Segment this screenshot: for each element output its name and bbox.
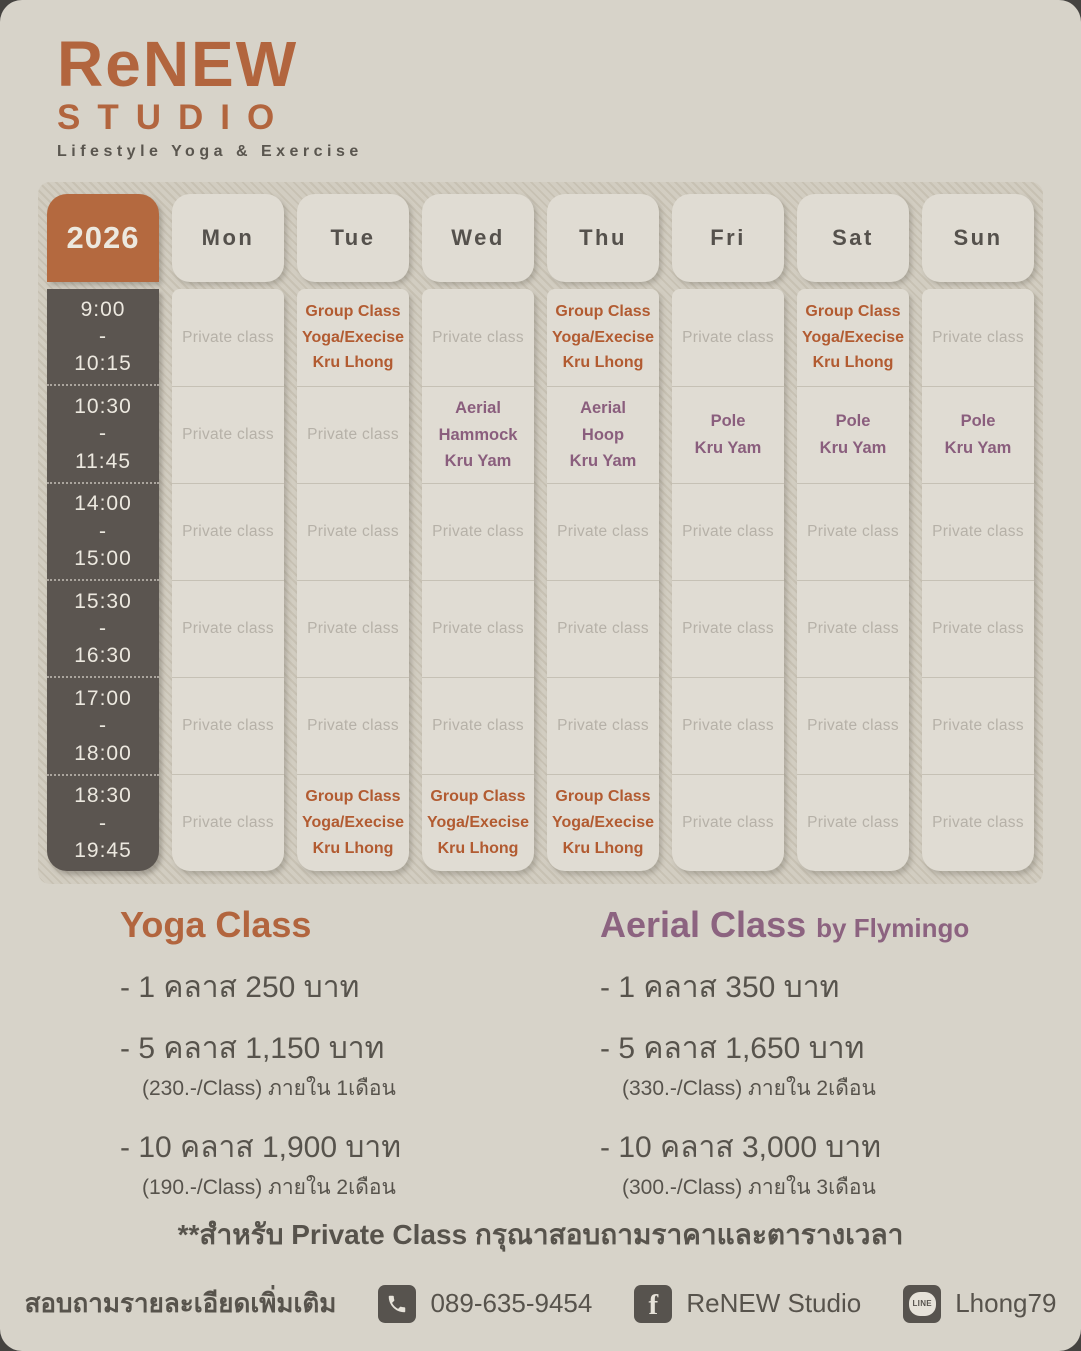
logo-tagline: Lifestyle Yoga & Exercise — [57, 143, 363, 160]
yoga-price-note-2: (190.-/Class) ภายใน 2เดือน — [142, 1175, 396, 1199]
class-cell-tue-1: Private class — [297, 386, 409, 483]
class-cell-tue-4: Private class — [297, 677, 409, 774]
line-icon: LINE — [903, 1285, 941, 1323]
yoga-price-list — [120, 945, 540, 1204]
day-column-sun — [922, 194, 1034, 872]
class-cell-sat-2: Private class — [797, 483, 909, 580]
class-cell-mon-0: Private class — [182, 328, 274, 346]
class-cell-thu-3: Private class — [547, 580, 659, 677]
class-cell-sat-5: Private class — [797, 774, 909, 871]
class-cell-mon-2: Private class — [172, 483, 284, 580]
yoga-price-item-1: - 5 คลาส 1,150 บาท — [120, 1031, 385, 1065]
class-cell-mon-3: Private class — [172, 580, 284, 677]
time-slot-3: 15:30 - 16:30 — [47, 579, 159, 676]
class-cell-tue-2: Private class — [297, 483, 409, 580]
yoga-price-item-2: - 10 คลาส 1,900 บาท — [120, 1130, 402, 1164]
day-body-sat — [797, 289, 909, 871]
time-column — [47, 194, 159, 872]
time-slot-2: 14:00 - 15:00 — [47, 482, 159, 579]
pricing-section — [0, 905, 1081, 1204]
class-cell-tue-5: Group Class Yoga/Execise Kru Lhong — [297, 774, 409, 871]
class-cell-wed-3: Private class — [422, 580, 534, 677]
yoga-pricing-title: Yoga Class — [120, 904, 312, 945]
aerial-title-suffix: by Flymingo — [816, 913, 970, 943]
class-cell-sat-4: Private class — [797, 677, 909, 774]
class-cell-sat-3: Private class — [797, 580, 909, 677]
aerial-price-item-2: - 10 คลาส 3,000 บาท — [600, 1130, 882, 1164]
day-column-thu — [547, 194, 659, 872]
yoga-pricing — [120, 905, 540, 1204]
logo — [57, 28, 363, 161]
facebook-icon: f — [634, 1285, 672, 1323]
aerial-price-note-1: (330.-/Class) ภายใน 2เดือน — [622, 1076, 876, 1100]
class-cell-mon-4: Private class — [172, 677, 284, 774]
class-cell-sun-0: Private class — [932, 328, 1024, 346]
time-slot-4: 17:00 - 18:00 — [47, 676, 159, 773]
class-cell-mon-1: Private class — [172, 386, 284, 483]
aerial-pricing — [600, 905, 1040, 1204]
class-cell-sat-1: Pole Kru Yam — [797, 386, 909, 483]
class-cell-thu-0: Group Class Yoga/Execise Kru Lhong — [552, 302, 654, 372]
class-cell-fri-4: Private class — [672, 677, 784, 774]
day-body-fri — [672, 289, 784, 871]
day-column-wed — [422, 194, 534, 872]
class-cell-tue-3: Private class — [297, 580, 409, 677]
facebook-contact — [634, 1285, 861, 1323]
class-cell-thu-2: Private class — [547, 483, 659, 580]
logo-subtitle: STUDIO — [57, 98, 292, 137]
yoga-price-item-0: - 1 คลาส 250 บาท — [120, 970, 360, 1004]
day-column-tue — [297, 194, 409, 872]
day-header-tue: Tue — [297, 194, 409, 282]
phone-icon — [378, 1285, 416, 1323]
day-column-fri — [672, 194, 784, 872]
time-slot-1: 10:30 - 11:45 — [47, 384, 159, 481]
class-cell-wed-1: Aerial Hammock Kru Yam — [422, 386, 534, 483]
class-cell-wed-4: Private class — [422, 677, 534, 774]
day-header-thu: Thu — [547, 194, 659, 282]
day-column-sat — [797, 194, 909, 872]
line-id: Lhong79 — [955, 1288, 1057, 1318]
day-header-mon: Mon — [172, 194, 284, 282]
day-body-wed — [422, 289, 534, 871]
time-slot-0: 9:00 - 10:15 — [74, 297, 132, 376]
class-cell-fri-3: Private class — [672, 580, 784, 677]
day-body-tue — [297, 289, 409, 871]
day-column-mon — [172, 194, 284, 872]
private-class-note: **สำหรับ Private Class กรุณาสอบถามราคาและตารางเวลา — [177, 1219, 904, 1250]
class-cell-tue-0: Group Class Yoga/Execise Kru Lhong — [302, 302, 404, 372]
yoga-price-note-1: (230.-/Class) ภายใน 1เดือน — [142, 1076, 396, 1100]
class-cell-thu-4: Private class — [547, 677, 659, 774]
class-cell-fri-0: Private class — [682, 328, 774, 346]
schedule-grid — [38, 182, 1043, 884]
class-cell-sat-0: Group Class Yoga/Execise Kru Lhong — [802, 302, 904, 372]
year-header: 2026 — [47, 194, 159, 282]
class-cell-sun-1: Pole Kru Yam — [922, 386, 1034, 483]
line-contact — [903, 1285, 1056, 1323]
class-cell-thu-1: Aerial Hoop Kru Yam — [547, 386, 659, 483]
class-cell-fri-2: Private class — [672, 483, 784, 580]
class-cell-fri-1: Pole Kru Yam — [672, 386, 784, 483]
day-body-thu — [547, 289, 659, 871]
aerial-title-text: Aerial Class — [600, 904, 807, 945]
class-cell-wed-5: Group Class Yoga/Execise Kru Lhong — [422, 774, 534, 871]
contact-label: สอบถามรายละเอียดเพิ่มเติม — [24, 1288, 337, 1318]
day-body-sun — [922, 289, 1034, 871]
class-cell-mon-5: Private class — [172, 774, 284, 871]
phone-number: 089-635-9454 — [430, 1288, 593, 1318]
class-cell-thu-5: Group Class Yoga/Execise Kru Lhong — [547, 774, 659, 871]
time-slot-5: 18:30 - 19:45 — [47, 774, 159, 871]
class-cell-sun-5: Private class — [922, 774, 1034, 871]
day-header-sat: Sat — [797, 194, 909, 282]
class-cell-wed-0: Private class — [432, 328, 524, 346]
time-column-body — [47, 289, 159, 871]
facebook-name: ReNEW Studio — [686, 1288, 862, 1318]
aerial-price-list — [600, 945, 1040, 1204]
phone-contact — [378, 1285, 592, 1323]
logo-title: ReNEW — [57, 28, 299, 100]
day-header-sun: Sun — [922, 194, 1034, 282]
day-header-wed: Wed — [422, 194, 534, 282]
class-cell-sun-4: Private class — [922, 677, 1034, 774]
aerial-price-item-0: - 1 คลาส 350 บาท — [600, 970, 840, 1004]
aerial-price-note-2: (300.-/Class) ภายใน 3เดือน — [622, 1175, 876, 1199]
class-cell-fri-5: Private class — [672, 774, 784, 871]
class-cell-sun-3: Private class — [922, 580, 1034, 677]
contact-bar — [0, 1283, 1081, 1324]
day-body-mon — [172, 289, 284, 871]
class-cell-sun-2: Private class — [922, 483, 1034, 580]
aerial-price-item-1: - 5 คลาส 1,650 บาท — [600, 1031, 865, 1065]
day-header-fri: Fri — [672, 194, 784, 282]
class-cell-wed-2: Private class — [422, 483, 534, 580]
aerial-pricing-title — [600, 905, 1040, 945]
